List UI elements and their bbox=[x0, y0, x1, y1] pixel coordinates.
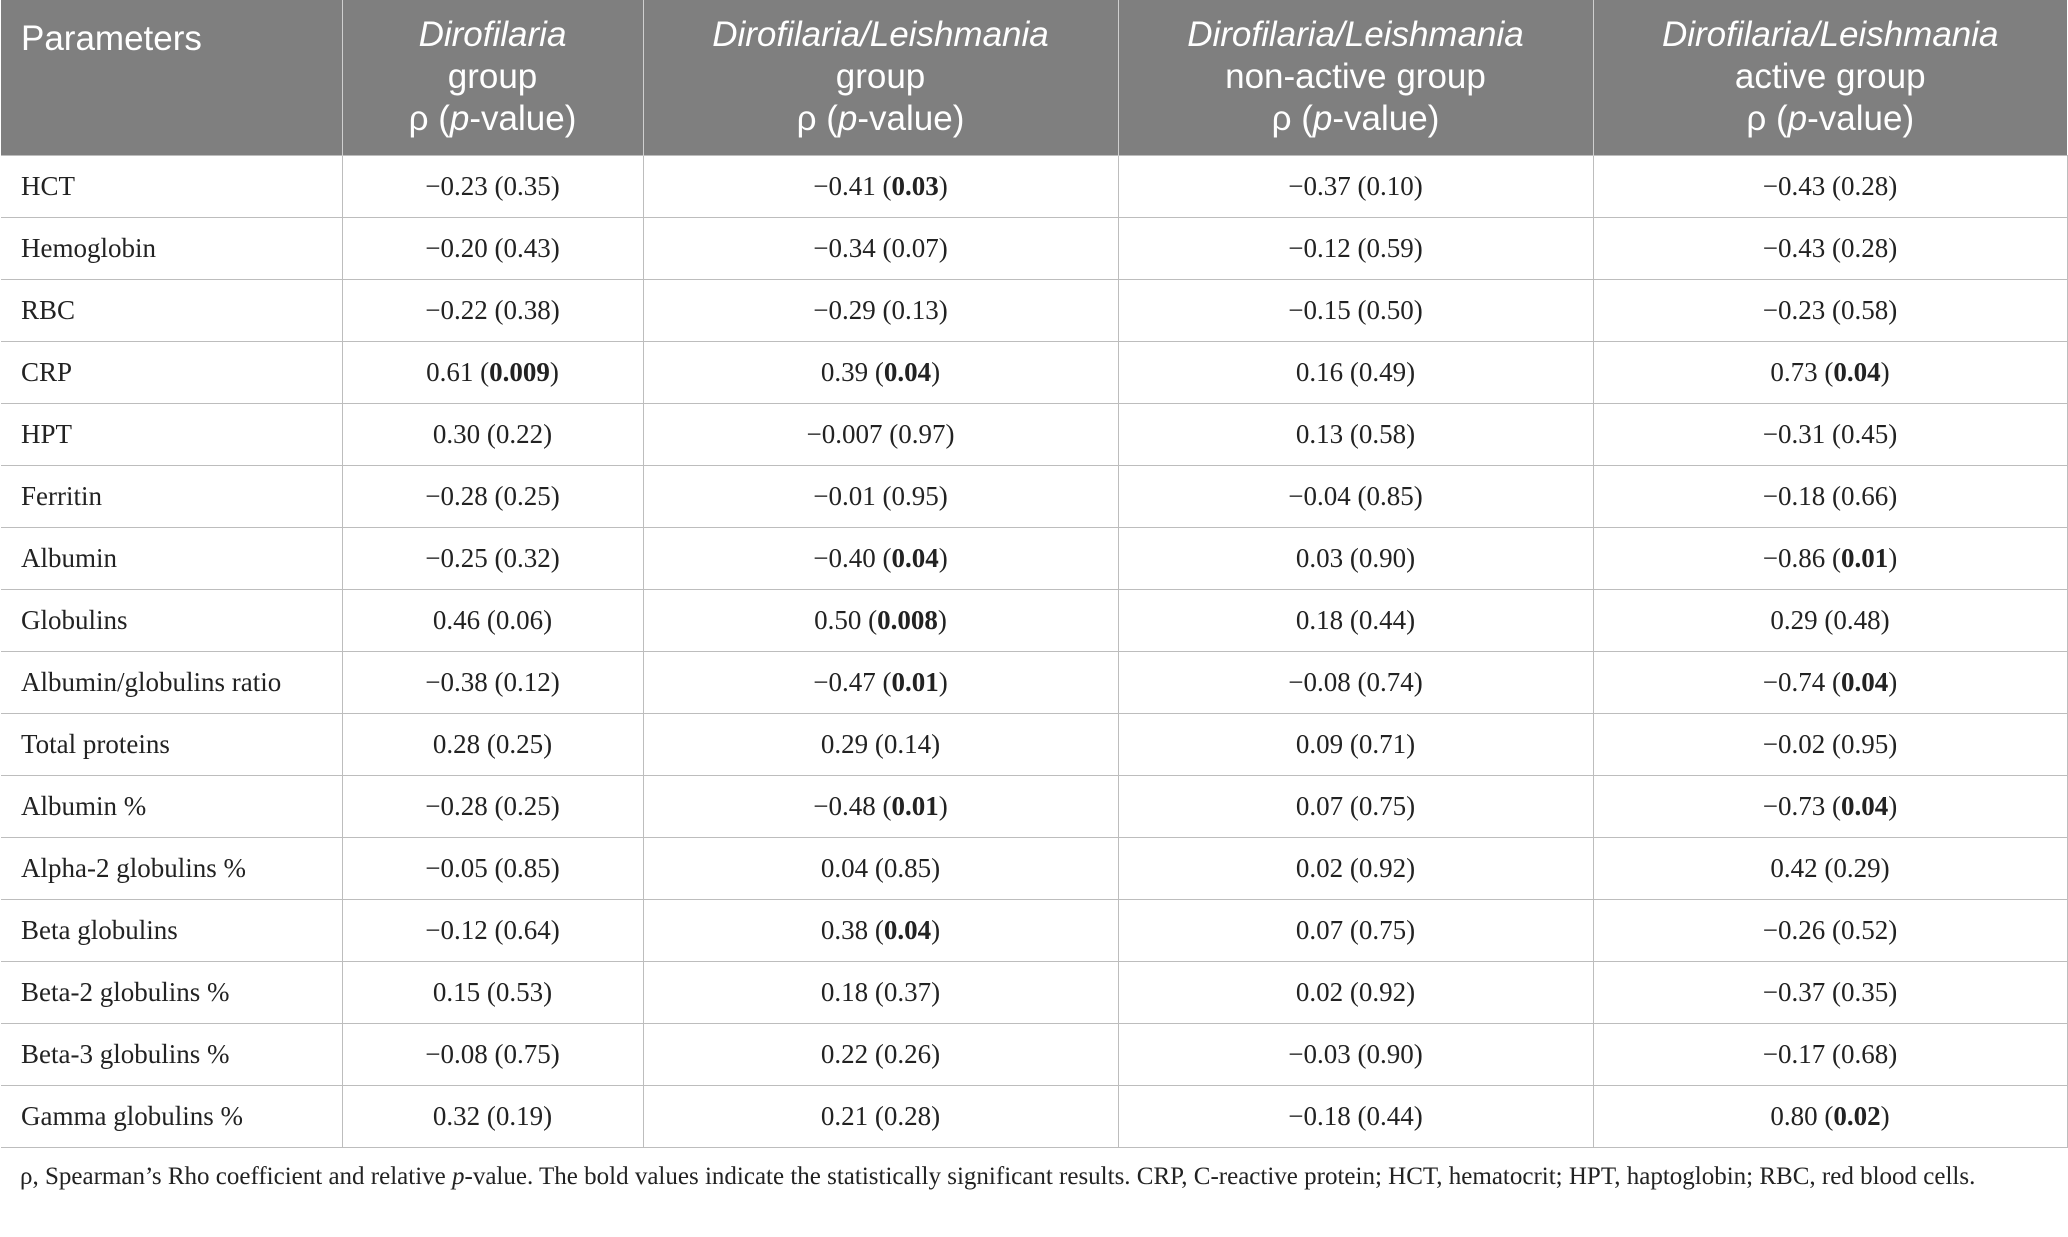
rho-value: −0.23 bbox=[1762, 294, 1826, 325]
p-value-significant: 0.04 bbox=[883, 914, 932, 945]
p-value-significant: 0.01 bbox=[1840, 542, 1889, 573]
value-cell: 0.03 (0.90) bbox=[1118, 527, 1593, 589]
rho-value: −0.20 bbox=[425, 232, 488, 263]
table-row bbox=[1, 217, 2067, 279]
p-value-significant: 0.01 bbox=[891, 666, 939, 697]
header-row bbox=[1, 0, 2067, 155]
p-value: 0.90 bbox=[1358, 542, 1407, 573]
table-row bbox=[1, 155, 2067, 217]
value-cell: −0.28 (0.25) bbox=[342, 465, 643, 527]
rho-value: −0.48 bbox=[813, 790, 876, 821]
value-cell: −0.41 (0.03) bbox=[643, 155, 1118, 217]
row-label: Beta-2 globulins % bbox=[1, 961, 342, 1023]
value-cell: −0.47 (0.01) bbox=[643, 651, 1118, 713]
rho-value: −0.04 bbox=[1288, 480, 1351, 511]
value-cell: 0.22 (0.26) bbox=[643, 1023, 1118, 1085]
value-cell: 0.28 (0.25) bbox=[342, 713, 643, 775]
value-cell: −0.37 (0.10) bbox=[1118, 155, 1593, 217]
p-value: 0.28 bbox=[883, 1100, 932, 1131]
p-value: 0.22 bbox=[495, 418, 544, 449]
p-value: 0.12 bbox=[503, 666, 551, 697]
value-cell: 0.30 (0.22) bbox=[342, 403, 643, 465]
value-cell: −0.18 (0.66) bbox=[1593, 465, 2067, 527]
rho-value: −0.007 bbox=[806, 418, 883, 449]
rho-value: −0.73 bbox=[1762, 790, 1826, 821]
p-value: 0.75 bbox=[1358, 914, 1407, 945]
row-label: Albumin/globulins ratio bbox=[1, 651, 342, 713]
header-col-1-rho: ρ (p-value) bbox=[408, 99, 577, 139]
value-cell: −0.12 (0.64) bbox=[342, 899, 643, 961]
value-cell: 0.18 (0.44) bbox=[1118, 589, 1593, 651]
value-cell: 0.73 (0.04) bbox=[1593, 341, 2067, 403]
rho-value: 0.18 bbox=[1295, 604, 1344, 635]
header-parameters: Parameters bbox=[1, 0, 342, 155]
rho-value: −0.38 bbox=[425, 666, 488, 697]
table-body bbox=[1, 155, 2067, 1147]
value-cell: 0.07 (0.75) bbox=[1118, 775, 1593, 837]
value-cell: −0.86 (0.01) bbox=[1593, 527, 2067, 589]
p-value: 0.25 bbox=[503, 790, 551, 821]
rho-value: −0.01 bbox=[813, 480, 876, 511]
value-cell: 0.32 (0.19) bbox=[342, 1085, 643, 1147]
value-cell: 0.09 (0.71) bbox=[1118, 713, 1593, 775]
value-cell: 0.29 (0.14) bbox=[643, 713, 1118, 775]
value-cell: −0.04 (0.85) bbox=[1118, 465, 1593, 527]
p-value: 0.28 bbox=[1840, 232, 1889, 263]
rho-value: −0.28 bbox=[425, 480, 488, 511]
value-cell: 0.42 (0.29) bbox=[1593, 837, 2067, 899]
header-col-4-rho: ρ (p-value) bbox=[1746, 99, 1915, 139]
rho-value: −0.15 bbox=[1288, 294, 1351, 325]
rho-value: 0.03 bbox=[1295, 542, 1344, 573]
rho-value: 0.32 bbox=[432, 1100, 481, 1131]
rho-value: 0.30 bbox=[432, 418, 481, 449]
value-cell: −0.23 (0.35) bbox=[342, 155, 643, 217]
table-row bbox=[1, 589, 2067, 651]
p-value: 0.06 bbox=[495, 604, 544, 635]
value-cell: −0.23 (0.58) bbox=[1593, 279, 2067, 341]
rho-value: 0.61 bbox=[426, 356, 474, 387]
rho-value: −0.31 bbox=[1762, 418, 1826, 449]
p-value-significant: 0.04 bbox=[891, 542, 939, 573]
p-value: 0.74 bbox=[1366, 666, 1414, 697]
header-col-3 bbox=[1118, 0, 1593, 155]
p-value: 0.59 bbox=[1366, 232, 1414, 263]
p-value: 0.13 bbox=[891, 294, 939, 325]
rho-value: 0.29 bbox=[1770, 604, 1818, 635]
rho-value: 0.02 bbox=[1295, 852, 1344, 883]
value-cell: −0.007 (0.97) bbox=[643, 403, 1118, 465]
p-value: 0.38 bbox=[503, 294, 551, 325]
p-value: 0.28 bbox=[1840, 170, 1889, 201]
table-row bbox=[1, 961, 2067, 1023]
p-value-significant: 0.04 bbox=[1840, 790, 1889, 821]
value-cell: −0.74 (0.04) bbox=[1593, 651, 2067, 713]
table-row bbox=[1, 713, 2067, 775]
p-value: 0.14 bbox=[883, 728, 932, 759]
value-cell: −0.02 (0.95) bbox=[1593, 713, 2067, 775]
rho-value: 0.28 bbox=[432, 728, 481, 759]
p-value-significant: 0.01 bbox=[891, 790, 939, 821]
header-col-2-italic: Dirofilaria/Leishmania bbox=[712, 15, 1049, 55]
value-cell: 0.29 (0.48) bbox=[1593, 589, 2067, 651]
rho-value: 0.16 bbox=[1295, 356, 1344, 387]
table-row bbox=[1, 651, 2067, 713]
rho-value: 0.18 bbox=[820, 976, 869, 1007]
p-value: 0.45 bbox=[1840, 418, 1889, 449]
p-value: 0.68 bbox=[1840, 1038, 1889, 1069]
p-value: 0.25 bbox=[503, 480, 551, 511]
p-value-significant: 0.009 bbox=[489, 356, 550, 387]
p-value: 0.35 bbox=[503, 170, 551, 201]
table-row bbox=[1, 403, 2067, 465]
rho-value: −0.40 bbox=[813, 542, 876, 573]
row-label: HPT bbox=[1, 403, 342, 465]
row-label: Beta-3 globulins % bbox=[1, 1023, 342, 1085]
value-cell: −0.01 (0.95) bbox=[643, 465, 1118, 527]
row-label: RBC bbox=[1, 279, 342, 341]
p-value: 0.07 bbox=[891, 232, 939, 263]
rho-value: 0.21 bbox=[820, 1100, 869, 1131]
rho-value: 0.46 bbox=[432, 604, 481, 635]
value-cell: 0.61 (0.009) bbox=[342, 341, 643, 403]
rho-value: 0.73 bbox=[1770, 356, 1818, 387]
rho-value: −0.86 bbox=[1762, 542, 1826, 573]
value-cell: −0.20 (0.43) bbox=[342, 217, 643, 279]
value-cell: −0.12 (0.59) bbox=[1118, 217, 1593, 279]
row-label: Alpha-2 globulins % bbox=[1, 837, 342, 899]
row-label: CRP bbox=[1, 341, 342, 403]
rho-value: 0.38 bbox=[820, 914, 869, 945]
p-value: 0.26 bbox=[883, 1038, 932, 1069]
value-cell: 0.38 (0.04) bbox=[643, 899, 1118, 961]
rho-value: −0.37 bbox=[1288, 170, 1351, 201]
header-col-1-group: group bbox=[447, 57, 538, 97]
value-cell: −0.22 (0.38) bbox=[342, 279, 643, 341]
value-cell: 0.04 (0.85) bbox=[643, 837, 1118, 899]
table-row bbox=[1, 527, 2067, 589]
value-cell: −0.05 (0.85) bbox=[342, 837, 643, 899]
header-col-2-rho: ρ (p-value) bbox=[796, 99, 965, 139]
p-value-significant: 0.008 bbox=[877, 604, 938, 635]
table-row bbox=[1, 899, 2067, 961]
value-cell: 0.46 (0.06) bbox=[342, 589, 643, 651]
table-row bbox=[1, 1023, 2067, 1085]
header-col-3-group: non-active group bbox=[1225, 57, 1486, 97]
value-cell: −0.15 (0.50) bbox=[1118, 279, 1593, 341]
rho-value: −0.34 bbox=[813, 232, 876, 263]
rho-value: −0.29 bbox=[813, 294, 876, 325]
value-cell: −0.40 (0.04) bbox=[643, 527, 1118, 589]
rho-value: 0.07 bbox=[1295, 914, 1344, 945]
p-value: 0.49 bbox=[1358, 356, 1407, 387]
table-row bbox=[1, 465, 2067, 527]
p-value: 0.25 bbox=[495, 728, 544, 759]
rho-value: −0.47 bbox=[813, 666, 876, 697]
row-label: Gamma globulins % bbox=[1, 1085, 342, 1147]
p-value: 0.35 bbox=[1840, 976, 1889, 1007]
p-value: 0.85 bbox=[503, 852, 551, 883]
row-label: Ferritin bbox=[1, 465, 342, 527]
rho-value: 0.39 bbox=[820, 356, 869, 387]
row-label: Albumin % bbox=[1, 775, 342, 837]
header-col-4-group: active group bbox=[1734, 57, 1926, 97]
rho-value: 0.22 bbox=[820, 1038, 869, 1069]
value-cell: 0.50 (0.008) bbox=[643, 589, 1118, 651]
header-col-1 bbox=[342, 0, 643, 155]
rho-value: −0.41 bbox=[813, 170, 876, 201]
value-cell: −0.08 (0.75) bbox=[342, 1023, 643, 1085]
row-label: Albumin bbox=[1, 527, 342, 589]
rho-value: −0.12 bbox=[1288, 232, 1351, 263]
p-value: 0.43 bbox=[503, 232, 551, 263]
table-row bbox=[1, 837, 2067, 899]
rho-value: 0.07 bbox=[1295, 790, 1344, 821]
value-cell: −0.08 (0.74) bbox=[1118, 651, 1593, 713]
rho-value: −0.08 bbox=[1288, 666, 1351, 697]
value-cell: 0.02 (0.92) bbox=[1118, 961, 1593, 1023]
p-value-significant: 0.04 bbox=[883, 356, 932, 387]
header-col-3-rho: ρ (p-value) bbox=[1271, 99, 1440, 139]
value-cell: 0.15 (0.53) bbox=[342, 961, 643, 1023]
header-col-2-group: group bbox=[835, 57, 926, 97]
header-col-4-italic: Dirofilaria/Leishmania bbox=[1661, 15, 1999, 55]
value-cell: −0.73 (0.04) bbox=[1593, 775, 2067, 837]
value-cell: 0.02 (0.92) bbox=[1118, 837, 1593, 899]
rho-value: −0.03 bbox=[1288, 1038, 1351, 1069]
value-cell: −0.18 (0.44) bbox=[1118, 1085, 1593, 1147]
table-row bbox=[1, 1085, 2067, 1147]
value-cell: 0.18 (0.37) bbox=[643, 961, 1118, 1023]
rho-value: −0.18 bbox=[1288, 1100, 1351, 1131]
rho-value: 0.42 bbox=[1770, 852, 1818, 883]
table-row bbox=[1, 341, 2067, 403]
p-value: 0.66 bbox=[1840, 480, 1889, 511]
table-row bbox=[1, 279, 2067, 341]
p-value: 0.32 bbox=[503, 542, 551, 573]
table-row bbox=[1, 775, 2067, 837]
p-value: 0.92 bbox=[1358, 852, 1407, 883]
p-value: 0.75 bbox=[503, 1038, 551, 1069]
value-cell: −0.25 (0.32) bbox=[342, 527, 643, 589]
rho-value: −0.37 bbox=[1762, 976, 1826, 1007]
rho-value: −0.43 bbox=[1762, 170, 1826, 201]
rho-value: 0.80 bbox=[1770, 1100, 1818, 1131]
p-value: 0.97 bbox=[898, 418, 946, 449]
rho-value: −0.25 bbox=[425, 542, 488, 573]
rho-value: 0.50 bbox=[814, 604, 862, 635]
value-cell: −0.34 (0.07) bbox=[643, 217, 1118, 279]
table-footnote: ρ, Spearman’s Rho coefficient and relative p-value. The bold values indicate the statistically significant results. CRP, C-reactive protein; HCT, hematocrit; HPT, haptoglobin; RBC, red blood cells. bbox=[20, 1162, 1976, 1190]
header-col-3-italic: Dirofilaria/Leishmania bbox=[1187, 15, 1524, 55]
header-col-2 bbox=[643, 0, 1118, 155]
value-cell: 0.21 (0.28) bbox=[643, 1085, 1118, 1147]
rho-value: 0.04 bbox=[820, 852, 869, 883]
value-cell: −0.31 (0.45) bbox=[1593, 403, 2067, 465]
rho-value: −0.28 bbox=[425, 790, 488, 821]
p-value: 0.10 bbox=[1366, 170, 1414, 201]
p-value-significant: 0.04 bbox=[1840, 666, 1889, 697]
p-value: 0.50 bbox=[1366, 294, 1414, 325]
row-label: HCT bbox=[1, 155, 342, 217]
p-value: 0.58 bbox=[1358, 418, 1407, 449]
value-cell: −0.43 (0.28) bbox=[1593, 217, 2067, 279]
value-cell: −0.38 (0.12) bbox=[342, 651, 643, 713]
row-label: Hemoglobin bbox=[1, 217, 342, 279]
row-label: Total proteins bbox=[1, 713, 342, 775]
value-cell: −0.28 (0.25) bbox=[342, 775, 643, 837]
p-value: 0.53 bbox=[495, 976, 544, 1007]
value-cell: −0.29 (0.13) bbox=[643, 279, 1118, 341]
p-value: 0.85 bbox=[1366, 480, 1414, 511]
p-value: 0.48 bbox=[1833, 604, 1881, 635]
rho-value: 0.15 bbox=[432, 976, 481, 1007]
value-cell: −0.37 (0.35) bbox=[1593, 961, 2067, 1023]
rho-value: 0.02 bbox=[1295, 976, 1344, 1007]
p-value: 0.64 bbox=[503, 914, 551, 945]
value-cell: −0.48 (0.01) bbox=[643, 775, 1118, 837]
rho-value: −0.26 bbox=[1762, 914, 1826, 945]
p-value: 0.92 bbox=[1358, 976, 1407, 1007]
rho-value: −0.74 bbox=[1762, 666, 1826, 697]
p-value: 0.90 bbox=[1366, 1038, 1414, 1069]
value-cell: −0.43 (0.28) bbox=[1593, 155, 2067, 217]
p-value: 0.71 bbox=[1358, 728, 1407, 759]
rho-value: −0.05 bbox=[425, 852, 488, 883]
header-col-1-italic: Dirofilaria bbox=[418, 15, 567, 55]
rho-value: −0.17 bbox=[1762, 1038, 1826, 1069]
rho-value: 0.09 bbox=[1295, 728, 1344, 759]
p-value: 0.44 bbox=[1358, 604, 1407, 635]
row-label: Globulins bbox=[1, 589, 342, 651]
p-value: 0.95 bbox=[891, 480, 939, 511]
correlation-table bbox=[1, 0, 2068, 1148]
header-col-4 bbox=[1593, 0, 2067, 155]
rho-value: 0.29 bbox=[820, 728, 869, 759]
rho-value: −0.12 bbox=[425, 914, 488, 945]
p-value: 0.44 bbox=[1366, 1100, 1414, 1131]
value-cell: 0.16 (0.49) bbox=[1118, 341, 1593, 403]
rho-value: −0.02 bbox=[1762, 728, 1826, 759]
rho-value: 0.13 bbox=[1295, 418, 1344, 449]
rho-value: −0.23 bbox=[425, 170, 488, 201]
p-value: 0.37 bbox=[883, 976, 932, 1007]
value-cell: −0.17 (0.68) bbox=[1593, 1023, 2067, 1085]
p-value: 0.58 bbox=[1840, 294, 1889, 325]
row-label: Beta globulins bbox=[1, 899, 342, 961]
p-value: 0.52 bbox=[1840, 914, 1889, 945]
value-cell: −0.03 (0.90) bbox=[1118, 1023, 1593, 1085]
value-cell: −0.26 (0.52) bbox=[1593, 899, 2067, 961]
p-value: 0.85 bbox=[883, 852, 932, 883]
p-value: 0.29 bbox=[1833, 852, 1881, 883]
p-value: 0.75 bbox=[1358, 790, 1407, 821]
table-header bbox=[1, 0, 2067, 155]
rho-value: −0.22 bbox=[425, 294, 488, 325]
p-value-significant: 0.03 bbox=[891, 170, 939, 201]
value-cell: 0.13 (0.58) bbox=[1118, 403, 1593, 465]
rho-value: −0.08 bbox=[425, 1038, 488, 1069]
p-value-significant: 0.02 bbox=[1833, 1100, 1881, 1131]
p-value-significant: 0.04 bbox=[1833, 356, 1881, 387]
value-cell: 0.39 (0.04) bbox=[643, 341, 1118, 403]
p-value: 0.95 bbox=[1840, 728, 1889, 759]
value-cell: 0.07 (0.75) bbox=[1118, 899, 1593, 961]
value-cell: 0.80 (0.02) bbox=[1593, 1085, 2067, 1147]
rho-value: −0.43 bbox=[1762, 232, 1826, 263]
p-value: 0.19 bbox=[495, 1100, 544, 1131]
rho-value: −0.18 bbox=[1762, 480, 1826, 511]
